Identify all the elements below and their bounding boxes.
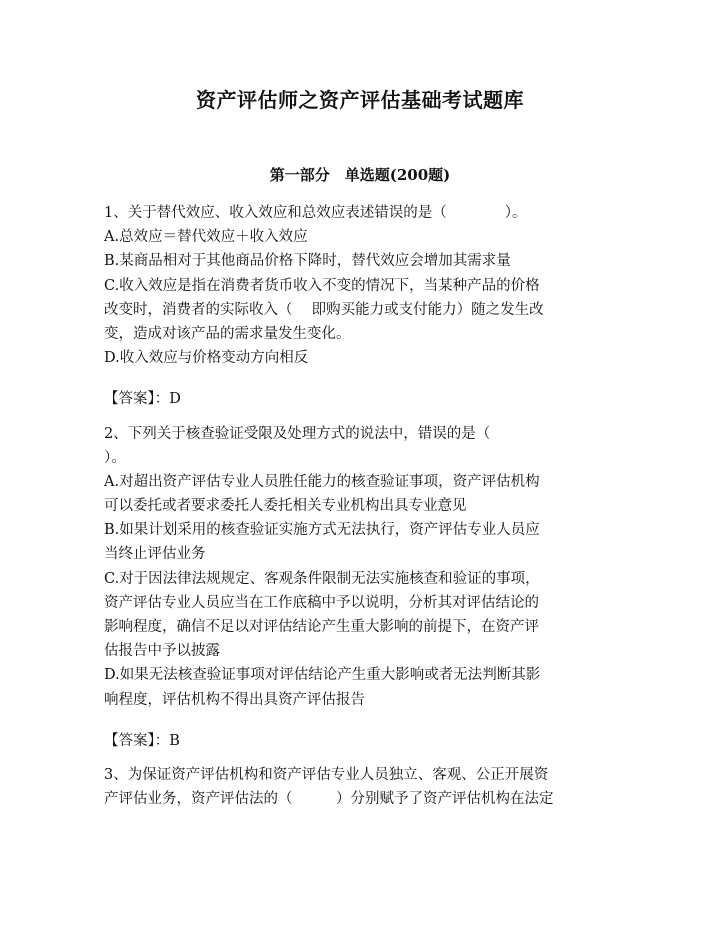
question-3-stem-line-1: 3、为保证资产评估机构和资产评估专业人员独立、客观、公正开展资 xyxy=(104,766,549,783)
question-2-answer: 【答案】：B xyxy=(104,732,180,749)
document-title: 资产评估师之资产评估基础考试题库 xyxy=(196,88,524,112)
question-2-option-b-line-1: B.如果计划采用的核查验证实施方式无法执行，资产评估专业人员应 xyxy=(104,522,540,539)
question-1-option-c-line-1: C.收入效应是指在消费者货币收入不变的情况下，当某种产品的价格 xyxy=(104,277,540,294)
section-title: 第一部分 单选题(200题) xyxy=(269,166,451,184)
question-2-option-a-line-1: A.对超出资产评估专业人员胜任能力的核查验证事项，资产评估机构 xyxy=(104,473,540,490)
question-2-option-b-line-2: 当终止评估业务 xyxy=(104,546,206,563)
question-1-option-b: B.某商品相对于其他商品价格下降时，替代效应会增加其需求量 xyxy=(104,253,511,270)
question-2-stem-line-1: 2、下列关于核查验证受限及处理方式的说法中，错误的是（ xyxy=(104,425,491,442)
question-2-option-a-line-2: 可以委托或者要求委托人委托相关专业机构出具专业意见 xyxy=(104,498,467,515)
question-2-option-c-line-3: 影响程度，确信不足以对评估结论产生重大影响的前提下，在资产评 xyxy=(104,619,539,635)
question-1-option-a: A.总效应＝替代效应＋收入效应 xyxy=(104,229,308,246)
question-1-option-d: D.收入效应与价格变动方向相反 xyxy=(104,350,309,367)
question-2-option-d-line-1: D.如果无法核查验证事项对评估结论产生重大影响或者无法判断其影 xyxy=(104,667,541,684)
question-2-stem-line-2: ）。 xyxy=(104,449,126,466)
question-2-option-c-line-4: 估报告中予以披露 xyxy=(104,643,220,660)
question-1-answer: 【答案】：D xyxy=(104,391,181,408)
question-2 xyxy=(104,422,616,753)
question-1-stem: 1、关于替代效应、收入效应和总效应表述错误的是（ ）。 xyxy=(104,205,527,221)
question-2-option-c-line-2: 资产评估专业人员应当在工作底稿中予以说明，分析其对评估结论的 xyxy=(104,594,539,611)
question-2-option-c-line-1: C.对于因法律法规规定、客观条件限制无法实施核查和验证的事项， xyxy=(104,570,540,587)
question-1-option-c-line-2: 改变时，消费者的实际收入（ 即购买能力或支付能力）随之发生改 xyxy=(104,301,544,318)
question-3-stem-line-2: 产评估业务，资产评估法的（ ）分别赋予了资产评估机构在法定 xyxy=(104,791,554,808)
question-3 xyxy=(104,763,616,811)
question-1-option-c-line-3: 变，造成对该产品的需求量发生变化。 xyxy=(104,325,351,342)
question-1 xyxy=(104,201,616,412)
question-2-option-d-line-2: 响程度，评估机构不得出具资产评估报告 xyxy=(104,691,365,708)
question-list xyxy=(104,201,616,811)
